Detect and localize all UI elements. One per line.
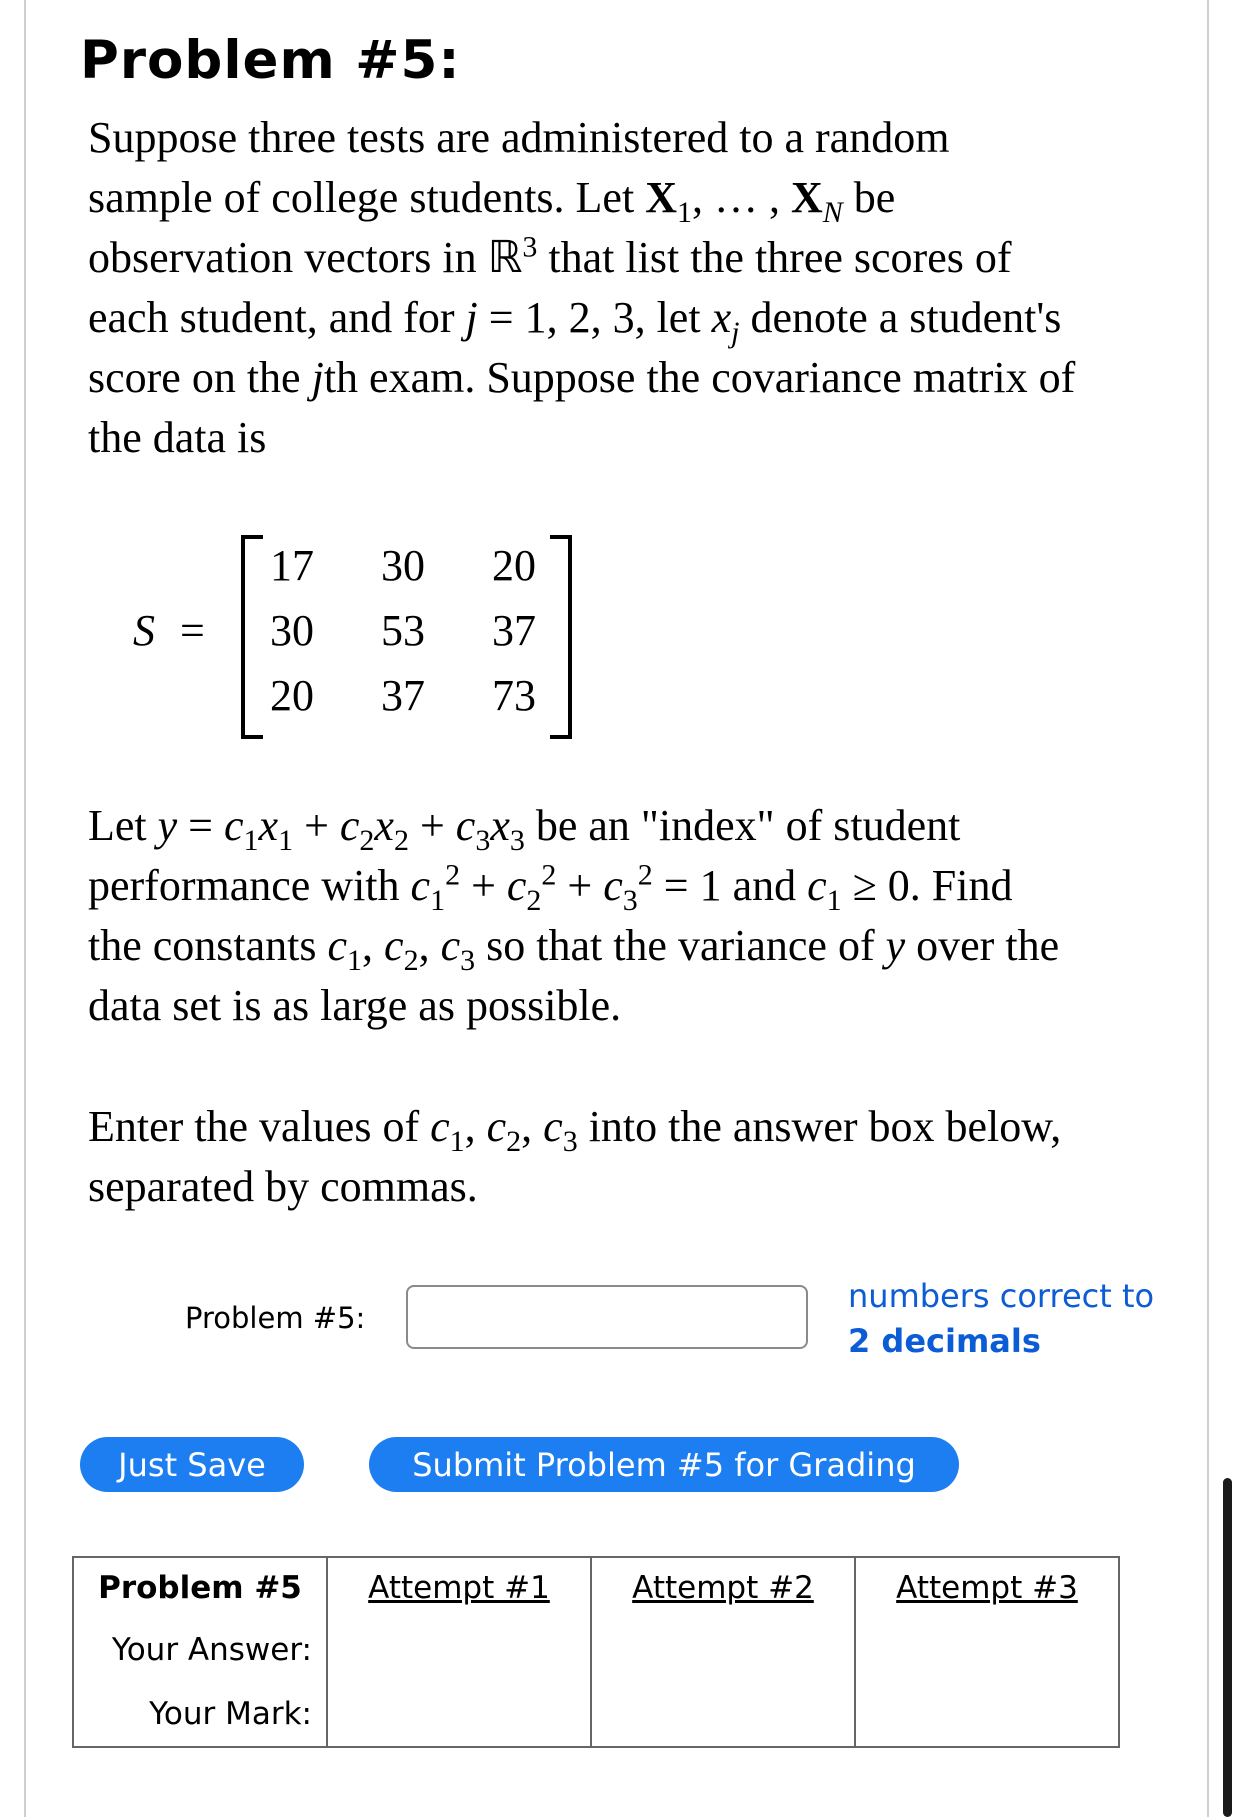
table-cell	[327, 1618, 591, 1682]
attempt-link-2[interactable]: Attempt #2	[591, 1557, 855, 1618]
statement-line: each student, and for j = 1, 2, 3, let $x_j$ denote a student's	[88, 293, 1062, 349]
statement-line: performance with $c_1^2 + c_2^2 + c_3^2 = 1$ and $c_1 \ge 0$. Find	[88, 858, 1013, 917]
matrix-cell: 30	[270, 606, 314, 655]
matrix-cell: 73	[492, 671, 536, 720]
problem-title: Problem #5:	[80, 30, 461, 91]
table-row	[73, 1618, 1119, 1682]
statement-line: data set is as large as possible.	[88, 981, 622, 1030]
matrix-symbol: S	[133, 606, 155, 655]
answer-hint-line2: 2 decimals	[848, 1322, 1041, 1360]
attempts-header-row	[73, 1557, 1119, 1618]
matrix-right-bracket	[550, 535, 572, 739]
answer-label: Problem #5:	[185, 1301, 366, 1335]
attempt-link-1[interactable]: Attempt #1	[327, 1557, 591, 1618]
answer-input[interactable]	[406, 1285, 808, 1349]
just-save-button[interactable]: Just Save	[80, 1437, 304, 1492]
matrix-cell: 53	[381, 606, 425, 655]
matrix-cell: 17	[270, 541, 314, 590]
statement-line: observation vectors in ℝ$^3$ that list the three scores of	[88, 230, 1012, 282]
table-cell	[591, 1682, 855, 1747]
answer-hint-line1: numbers correct to	[848, 1277, 1155, 1315]
table-cell	[855, 1618, 1119, 1682]
statement-line: separated by commas.	[88, 1162, 478, 1211]
matrix-equals: =	[180, 606, 205, 655]
table-row	[73, 1682, 1119, 1747]
table-cell	[855, 1682, 1119, 1747]
statement-line: score on the jth exam. Suppose the covariance matrix of	[88, 353, 1076, 402]
table-cell	[327, 1682, 591, 1747]
statement-line: the data is	[88, 413, 267, 462]
submit-button[interactable]: Submit Problem #5 for Grading	[369, 1437, 959, 1492]
statement-line: the constants $c_1$, $c_2$, $c_3$ so that the variance of y over the	[88, 921, 1060, 977]
attempts-table	[72, 1556, 1120, 1748]
matrix-cell: 37	[492, 606, 536, 655]
attempts-header-title: Problem #5	[73, 1557, 327, 1618]
statement-line: sample of college students. Let $X_1$, … , $X_N$ be	[88, 173, 896, 229]
matrix-cell: 20	[492, 541, 536, 590]
table-cell	[591, 1618, 855, 1682]
row-label-mark: Your Mark:	[73, 1682, 327, 1747]
statement-line: Let $y = c_1x_1 + c_2x_2 + c_3x_3$ be an "index" of student	[88, 801, 961, 857]
matrix-cell: 37	[381, 671, 425, 720]
statement-line: Enter the values of $c_1$, $c_2$, $c_3$ into the answer box below,	[88, 1102, 1062, 1158]
matrix-cell: 30	[381, 541, 425, 590]
scrollbar[interactable]	[1223, 1478, 1232, 1817]
attempt-link-3[interactable]: Attempt #3	[896, 1570, 1078, 1606]
matrix-left-bracket	[241, 535, 263, 739]
statement-line: Suppose three tests are administered to a random	[88, 113, 950, 162]
matrix-cell: 20	[270, 671, 314, 720]
row-label-answer: Your Answer:	[73, 1618, 327, 1682]
